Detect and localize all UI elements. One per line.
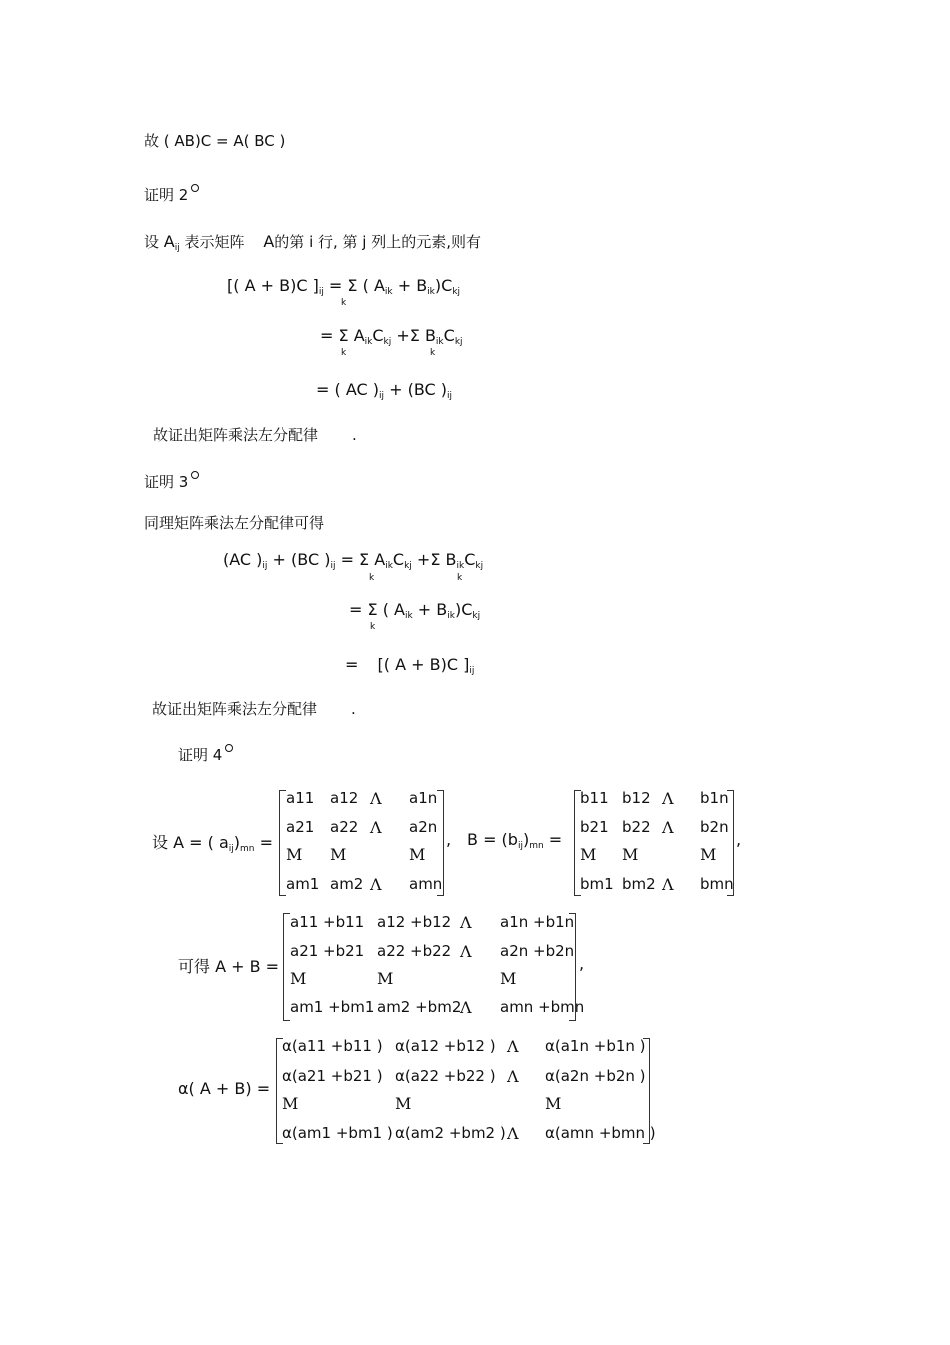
matSum-cell: amn +bmn — [500, 998, 585, 1016]
matAlpha-cell: Λ — [507, 1037, 519, 1056]
eq2-line2: = Σ $A_{ik}C_{kj} +\Sigma$ $B_{ik}C_{kj}$ — [320, 326, 463, 347]
matB-cell: bm2 — [622, 875, 656, 893]
proof-2-intro: 设 $A_{ij}$ 表示矩阵 A的第 i 行, 第 j 列上的元素,则有 — [144, 232, 482, 253]
matrix-sum-left-bracket — [283, 913, 290, 1021]
matAlpha-cell: M — [395, 1094, 412, 1113]
matAlpha-cell: α(a11 +b11 ) — [282, 1037, 383, 1055]
matAlpha-cell: Λ — [507, 1124, 519, 1143]
sum-index-k: k — [341, 298, 347, 308]
eq3-line2: = Σ ( $A_{ik} + B_{ik})C_{kj}$ — [349, 600, 481, 621]
sum-index-k: k — [369, 573, 375, 583]
matAlpha-cell: α(a2n +b2n ) — [545, 1067, 646, 1085]
degree-ring-icon — [225, 744, 233, 752]
matA-cell: a12 — [330, 789, 359, 807]
sum-index-k: k — [341, 348, 347, 358]
matB-cell: Λ — [662, 789, 674, 808]
matAlpha-cell: α(a12 +b12 ) — [395, 1037, 496, 1055]
matSum-cell: a2n +b2n — [500, 942, 575, 960]
matSum-cell: M — [377, 969, 394, 988]
proof-3-heading: 证明 3 — [144, 471, 199, 492]
degree-ring-icon — [191, 184, 199, 192]
matA-cell: am2 — [330, 875, 364, 893]
eq3-line1: (AC )$_{ij} + (BC$ )$_{ij} = \Sigma$ $A_{ik}C_{kj} +\Sigma$ $B_{ik}C_{kj}$ — [223, 550, 484, 571]
matB-cell: M — [622, 845, 639, 864]
matB-cell: b21 — [580, 818, 609, 836]
matA-cell: Λ — [370, 818, 382, 837]
matSum-cell: a12 +b12 — [377, 913, 452, 931]
matA-cell: a2n — [409, 818, 438, 836]
matB-cell: b2n — [700, 818, 729, 836]
matB-cell: Λ — [662, 818, 674, 837]
matAlpha-cell: Λ — [507, 1067, 519, 1086]
matSum-cell: a21 +b21 — [290, 942, 365, 960]
alpha-label: α( A + B) = — [178, 1079, 271, 1098]
matA-cell: a1n — [409, 789, 438, 807]
matSum-cell: a1n +b1n — [500, 913, 575, 931]
matA-cell: M — [286, 845, 303, 864]
degree-ring-icon — [191, 471, 199, 479]
matSum-cell: Λ — [460, 998, 472, 1017]
conclusion-left-distributive: 故证出矩阵乘法左分配律 . — [152, 700, 356, 718]
matAlpha-cell: α(am1 +bm1 ) — [282, 1124, 393, 1142]
matA-cell: M — [409, 845, 426, 864]
sum-index-k: k — [457, 573, 463, 583]
matB-cell: b12 — [622, 789, 651, 807]
proof-2-heading: 证明 2 — [144, 184, 199, 205]
matSum-cell: am2 +bm2 — [377, 998, 462, 1016]
matA-cell: a22 — [330, 818, 359, 836]
matA-cell: Λ — [370, 789, 382, 808]
matA-cell: M — [330, 845, 347, 864]
conclusion-left-distributive: 故证出矩阵乘法左分配律 . — [153, 426, 357, 444]
matSum-cell: am1 +bm1 — [290, 998, 375, 1016]
matAlpha-cell: α(a21 +b21 ) — [282, 1067, 383, 1085]
matB-cell: b11 — [580, 789, 609, 807]
matB-cell: b22 — [622, 818, 651, 836]
matSum-cell: Λ — [460, 942, 472, 961]
eq3-line3: = [( A + B)C ]$_{ij}$ — [345, 655, 475, 676]
proof-3-intro: 同理矩阵乘法左分配律可得 — [144, 514, 325, 532]
associativity-result: 故 ( AB)C = A( BC ) — [144, 132, 286, 150]
matAlpha-cell: α(a22 +b22 ) — [395, 1067, 496, 1085]
matrix-b-definition: $B = (b_{ij})_{mn}$ = — [467, 830, 563, 851]
matAlpha-cell: α(amn +bmn ) — [545, 1124, 656, 1142]
comma: , — [736, 830, 742, 849]
sum-index-k: k — [370, 622, 376, 632]
sum-index-k: k — [430, 348, 436, 358]
matAlpha-cell: α(am2 +bm2 ) — [395, 1124, 506, 1142]
matSum-cell: a22 +b22 — [377, 942, 452, 960]
proof-4-heading: 证明 4 — [178, 744, 233, 765]
matB-cell: b1n — [700, 789, 729, 807]
sum-label: 可得 A + B = — [178, 957, 280, 976]
matSum-cell: a11 +b11 — [290, 913, 365, 931]
matSum-cell: Λ — [460, 913, 472, 932]
comma: , — [579, 954, 585, 973]
eq2-line1: [( A + B)C ]$_{ij} = \Sigma$ ( $A_{ik} + B_{ik})C_{kj}$ — [227, 276, 461, 297]
matrix-a-left-bracket — [279, 790, 286, 896]
matAlpha-cell: M — [545, 1094, 562, 1113]
matB-cell: bmn — [700, 875, 734, 893]
matA-cell: Λ — [370, 875, 382, 894]
matB-cell: bm1 — [580, 875, 614, 893]
matAlpha-cell: α(a1n +b1n ) — [545, 1037, 646, 1055]
matA-cell: a11 — [286, 789, 315, 807]
comma: , — [446, 830, 452, 849]
matA-cell: am1 — [286, 875, 320, 893]
matA-cell: a21 — [286, 818, 315, 836]
matSum-cell: M — [290, 969, 307, 988]
matA-cell: amn — [409, 875, 443, 893]
matSum-cell: M — [500, 969, 517, 988]
matB-cell: M — [700, 845, 717, 864]
matB-cell: M — [580, 845, 597, 864]
eq2-line3: = ( AC )$_{ij} + (BC$ )$_{ij}$ — [316, 380, 453, 401]
matAlpha-cell: M — [282, 1094, 299, 1113]
matrix-a-definition: 设 A = ( $a_{ij})_{mn}$ = — [152, 833, 273, 854]
matB-cell: Λ — [662, 875, 674, 894]
